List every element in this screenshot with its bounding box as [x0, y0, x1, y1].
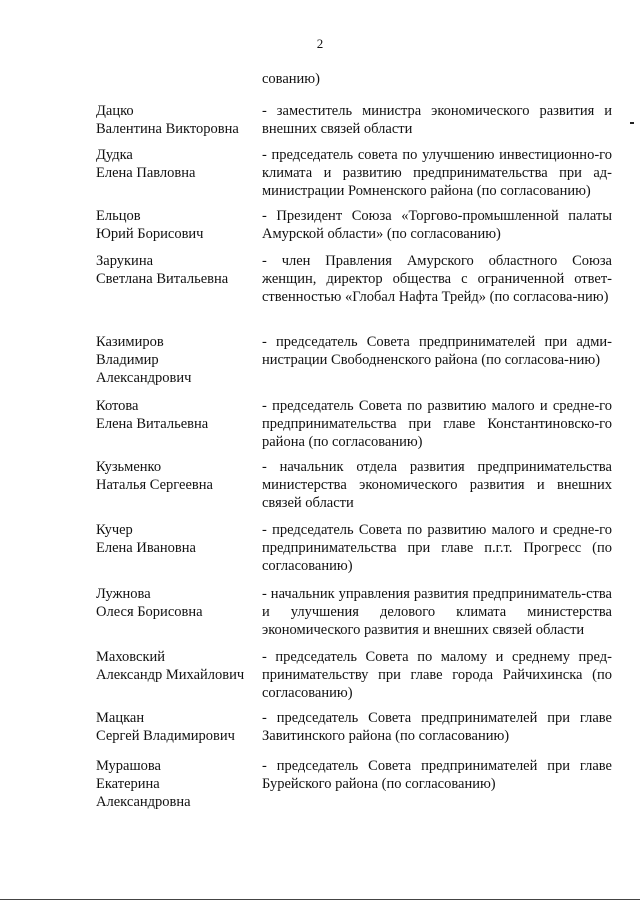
member-role: - заместитель министра экономического развития и внешних связей области — [262, 103, 612, 137]
scan-mark — [630, 122, 634, 124]
name-line: Владимир — [96, 352, 159, 368]
name-line: Зарукина — [96, 253, 154, 269]
member-role: - председатель Совета предпринимателей при главе Завитинского района (по согласованию) — [262, 710, 612, 744]
member-name — [96, 458, 256, 494]
member-name — [96, 333, 256, 387]
member-name — [96, 585, 256, 621]
member-name — [96, 521, 256, 557]
member-role: - председатель Совета по развитию малого и средне-го предпринимательства при главе Константиновско-го района (по согласованию) — [262, 398, 612, 450]
member-name — [96, 207, 256, 243]
name-line: Елена Ивановна — [96, 540, 196, 556]
name-line: Маховский — [96, 649, 166, 665]
name-line: Кузьменко — [96, 459, 162, 475]
name-line: Светлана Витальевна — [96, 271, 229, 287]
member-role: - начальник управления развития предприниматель-ства и улучшения делового климата министерства экономического развития и внешних связей области — [262, 586, 612, 638]
name-line: Котова — [96, 398, 139, 414]
name-line: Сергей Владимирович — [96, 728, 235, 744]
name-line: Олеся Борисовна — [96, 604, 203, 620]
name-line: Валентина Викторовна — [96, 121, 239, 137]
member-name — [96, 648, 256, 684]
member-role: - председатель Совета предпринимателей при адми-нистрации Свободненского района (по согласова-нию) — [262, 334, 612, 368]
member-role: - председатель Совета предпринимателей при главе Бурейского района (по согласованию) — [262, 758, 612, 792]
member-name — [96, 709, 256, 745]
name-line: Елена Павловна — [96, 165, 196, 181]
name-line: Юрий Борисович — [96, 226, 204, 242]
member-name — [96, 102, 256, 138]
name-line: Ельцов — [96, 208, 141, 224]
name-line: Казимиров — [96, 334, 164, 350]
member-role: - начальник отдела развития предпринимательства министерства экономического развития и внешних связей области — [262, 459, 612, 511]
member-role: - председатель совета по улучшению инвестиционно-го климата и развитию предпринимательства при ад-министрации Ромненского района (по согласованию) — [262, 147, 612, 199]
page-number: 2 — [316, 36, 324, 51]
member-role: - Президент Союза «Торгово-промышленной палаты Амурской области» (по согласованию) — [262, 208, 612, 242]
name-line: Лужнова — [96, 586, 151, 602]
member-role: - председатель Совета по развитию малого и средне-го предпринимательства при главе п.г.т. Прогресс (по согласованию) — [262, 522, 612, 574]
member-name — [96, 252, 256, 288]
page-bottom-edge — [0, 899, 640, 900]
member-name — [96, 146, 256, 182]
name-line: Кучер — [96, 522, 133, 538]
name-line: Дацко — [96, 103, 134, 119]
name-line: Мацкан — [96, 710, 145, 726]
continuation-text: сованию) — [262, 71, 320, 87]
name-line: Мурашова — [96, 758, 161, 774]
member-name — [96, 757, 256, 811]
name-line: Александровна — [96, 794, 191, 810]
name-line: Наталья Сергеевна — [96, 477, 213, 493]
member-name — [96, 397, 256, 433]
name-line: Екатерина — [96, 776, 160, 792]
name-line: Дудка — [96, 147, 133, 163]
name-line: Александрович — [96, 370, 192, 386]
member-role: - член Правления Амурского областного Союза женщин, директор общества с ограниченной ответ-ственностью «Глобал Нафта Трейд» (по согласова-нию) — [262, 253, 612, 305]
name-line: Елена Витальевна — [96, 416, 209, 432]
name-line: Александр Михайлович — [96, 667, 245, 683]
member-role: - председатель Совета по малому и среднему пред-принимательству при главе города Райчихинска (по согласованию) — [262, 649, 612, 701]
